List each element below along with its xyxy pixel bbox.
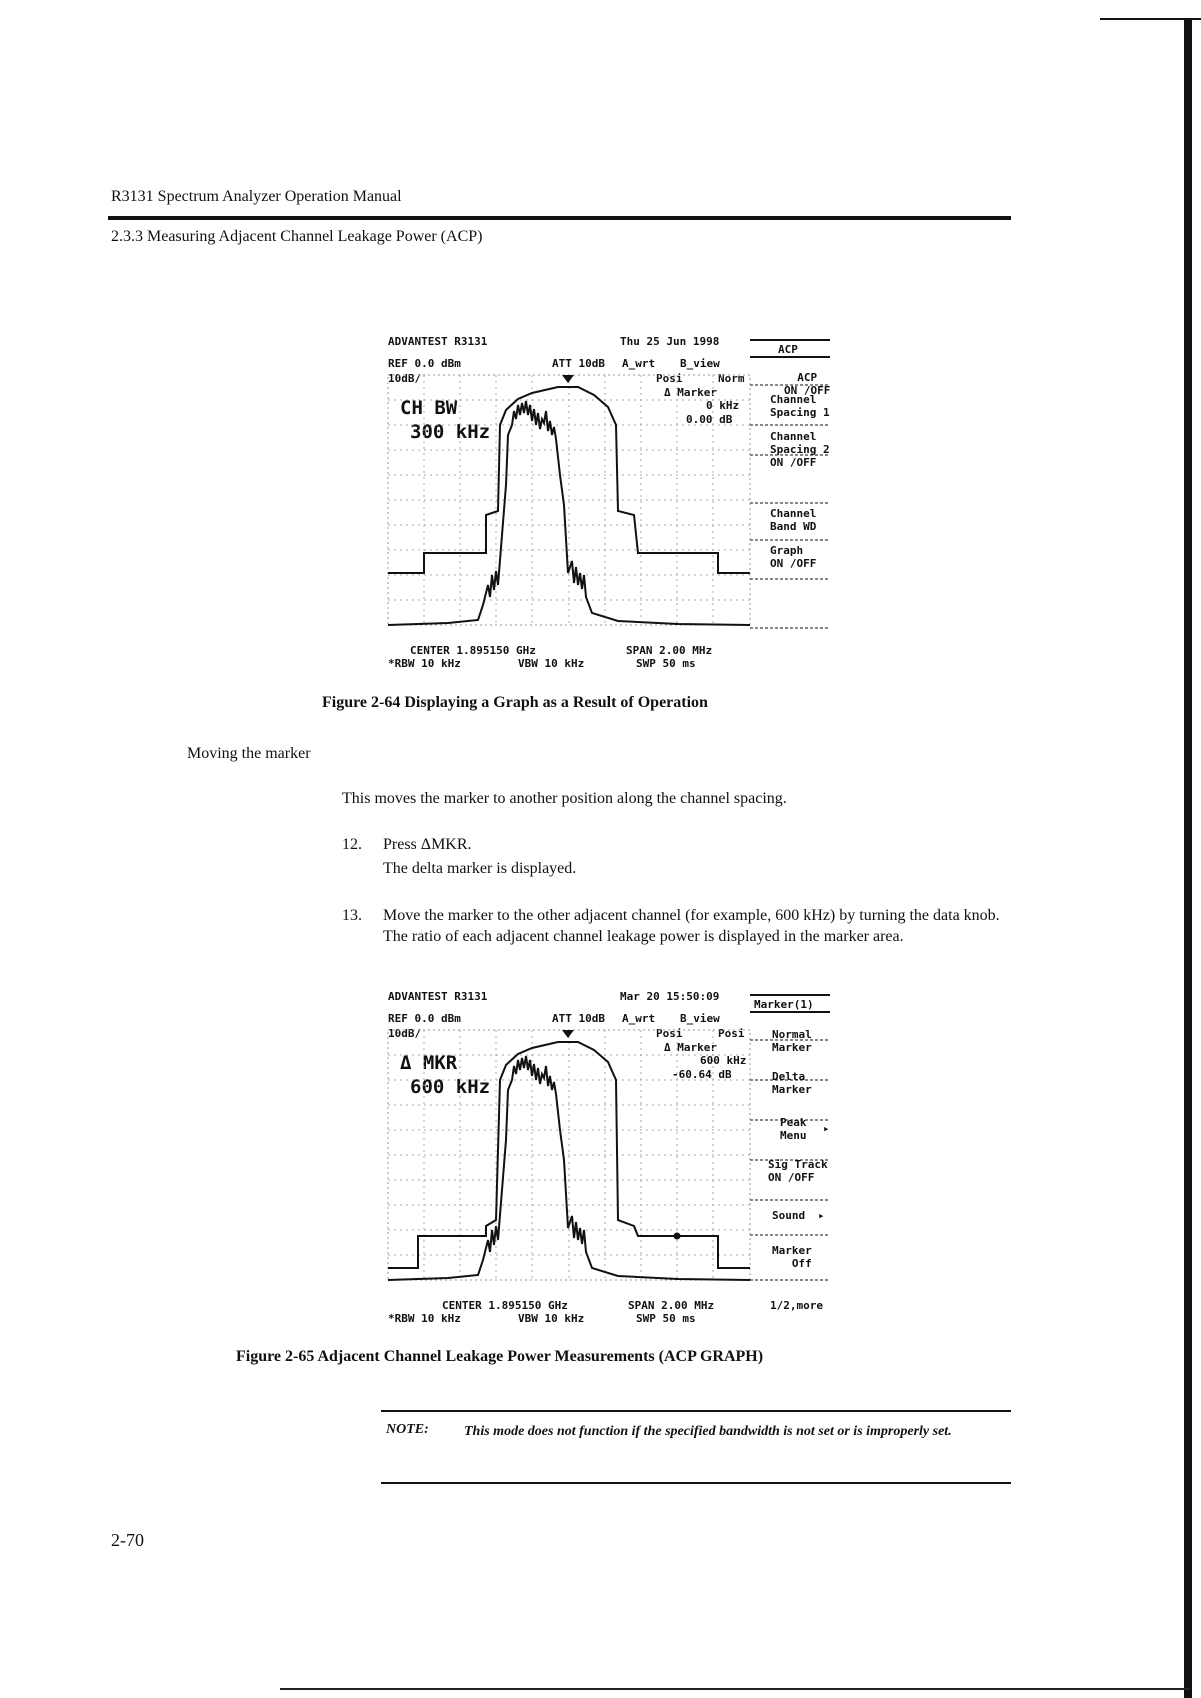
submenu-arrow-icon: ▸ bbox=[818, 1209, 825, 1222]
marker-frequency: 0 kHz bbox=[706, 399, 740, 412]
figure-64-caption: Figure 2-64 Displaying a Graph as a Result of Operation bbox=[322, 694, 708, 711]
trace-a-mode: A_wrt bbox=[622, 357, 656, 370]
spectrum-plot bbox=[388, 335, 838, 675]
header-rule bbox=[108, 216, 1011, 220]
softkey-normal-marker[interactable]: Normal Marker bbox=[772, 1028, 812, 1054]
ref-level: REF 0.0 dBm bbox=[388, 357, 461, 370]
page-edge-right bbox=[1184, 18, 1192, 1698]
menu-title: ACP bbox=[778, 343, 798, 356]
datetime-label: Mar 20 15:50:09 bbox=[620, 990, 720, 1003]
note-bottom-rule bbox=[381, 1482, 1011, 1484]
marker-type: Δ Marker bbox=[664, 1041, 717, 1054]
softkey-graph[interactable]: Graph ON /OFF bbox=[770, 544, 817, 570]
ref-level: REF 0.0 dBm bbox=[388, 1012, 461, 1025]
scale-label: 10dB/ bbox=[388, 1027, 422, 1040]
span-label: SPAN 2.00 MHz bbox=[626, 644, 713, 657]
attenuation: ATT 10dB bbox=[552, 357, 605, 370]
softkey-acp[interactable]: ACP ON /OFF bbox=[784, 371, 831, 397]
brand-label: ADVANTEST R3131 bbox=[388, 335, 488, 348]
page-number: 2-70 bbox=[111, 1530, 144, 1550]
attenuation: ATT 10dB bbox=[552, 1012, 605, 1025]
detector-a: Posi bbox=[656, 1027, 683, 1040]
softkey-marker-off[interactable]: Marker Off bbox=[772, 1244, 812, 1270]
softkey-peak-menu[interactable]: Peak Menu bbox=[780, 1116, 807, 1142]
intro-paragraph: This moves the marker to another position along the channel spacing. bbox=[342, 790, 787, 807]
marker-value: 0.00 dB bbox=[686, 413, 733, 426]
detector-a: Posi bbox=[656, 372, 683, 385]
softkey-channel-spacing-2[interactable]: Channel Spacing 2 ON /OFF bbox=[770, 430, 830, 469]
center-frequency: CENTER 1.895150 GHz bbox=[410, 644, 536, 657]
detector-b: Posi bbox=[718, 1027, 745, 1040]
page-edge-bottom bbox=[280, 1688, 1190, 1690]
vbw-label: VBW 10 kHz bbox=[518, 1312, 585, 1325]
note-label: NOTE: bbox=[386, 1422, 429, 1437]
overlay-value: 600 kHz bbox=[410, 1076, 491, 1098]
note-top-rule bbox=[381, 1410, 1011, 1412]
marker-type: Δ Marker bbox=[664, 386, 717, 399]
rbw-label: *RBW 10 kHz bbox=[388, 1312, 461, 1325]
sweep-label: SWP 50 ms bbox=[636, 657, 696, 670]
marker-value: -60.64 dB bbox=[672, 1068, 732, 1081]
datetime-label: Thu 25 Jun 1998 bbox=[620, 335, 720, 348]
step-12-number: 12. bbox=[342, 836, 362, 853]
page-indicator[interactable]: 1/2,more bbox=[770, 1299, 823, 1312]
submenu-arrow-icon: ▸ bbox=[823, 1122, 830, 1135]
overlay-label: Δ MKR bbox=[400, 1052, 458, 1074]
section-label: Moving the marker bbox=[187, 745, 311, 762]
softkey-sig-track[interactable]: Sig Track ON /OFF bbox=[768, 1158, 828, 1184]
step-12-sub: The delta marker is displayed. bbox=[383, 860, 577, 877]
rbw-label: *RBW 10 kHz bbox=[388, 657, 461, 670]
detector-b: Norm bbox=[718, 372, 745, 385]
sweep-label: SWP 50 ms bbox=[636, 1312, 696, 1325]
softkey-sound[interactable]: Sound bbox=[772, 1209, 806, 1222]
marker-frequency: 600 kHz bbox=[700, 1054, 747, 1067]
menu-title: Marker(1) bbox=[754, 998, 814, 1011]
figure-65-caption: Figure 2-65 Adjacent Channel Leakage Power Measurements (ACP GRAPH) bbox=[236, 1348, 764, 1365]
center-frequency: CENTER 1.895150 GHz bbox=[442, 1299, 568, 1312]
brand-label: ADVANTEST R3131 bbox=[388, 990, 488, 1003]
note-text: This mode does not function if the specified bandwidth is not set or is improperly set. bbox=[464, 1424, 952, 1439]
overlay-value: 300 kHz bbox=[410, 421, 491, 443]
section-heading: 2.3.3 Measuring Adjacent Channel Leakage Power (ACP) bbox=[111, 228, 483, 245]
trace-b-mode: B_view bbox=[680, 1012, 720, 1025]
step-13-text: Move the marker to the other adjacent channel (for example, 600 kHz) by turning the data knob. The ratio of each adjacent channel leakage power is displayed in the marker area. bbox=[383, 907, 1000, 945]
manual-title: R3131 Spectrum Analyzer Operation Manual bbox=[111, 188, 402, 205]
scale-label: 10dB/ bbox=[388, 372, 422, 385]
vbw-label: VBW 10 kHz bbox=[518, 657, 585, 670]
figure-65-screen bbox=[388, 990, 838, 1330]
step-13-number: 13. bbox=[342, 907, 362, 924]
softkey-channel-band-wd[interactable]: Channel Band WD bbox=[770, 507, 817, 533]
step-12-text: Press ΔMKR. bbox=[383, 836, 472, 853]
figure-64-screen bbox=[388, 335, 838, 675]
overlay-label: CH BW bbox=[400, 397, 458, 419]
span-label: SPAN 2.00 MHz bbox=[628, 1299, 715, 1312]
softkey-channel-spacing-1[interactable]: Channel Spacing 1 bbox=[770, 393, 830, 419]
trace-b-mode: B_view bbox=[680, 357, 720, 370]
trace-a-mode: A_wrt bbox=[622, 1012, 656, 1025]
softkey-delta-marker[interactable]: Delta Marker bbox=[772, 1070, 812, 1096]
